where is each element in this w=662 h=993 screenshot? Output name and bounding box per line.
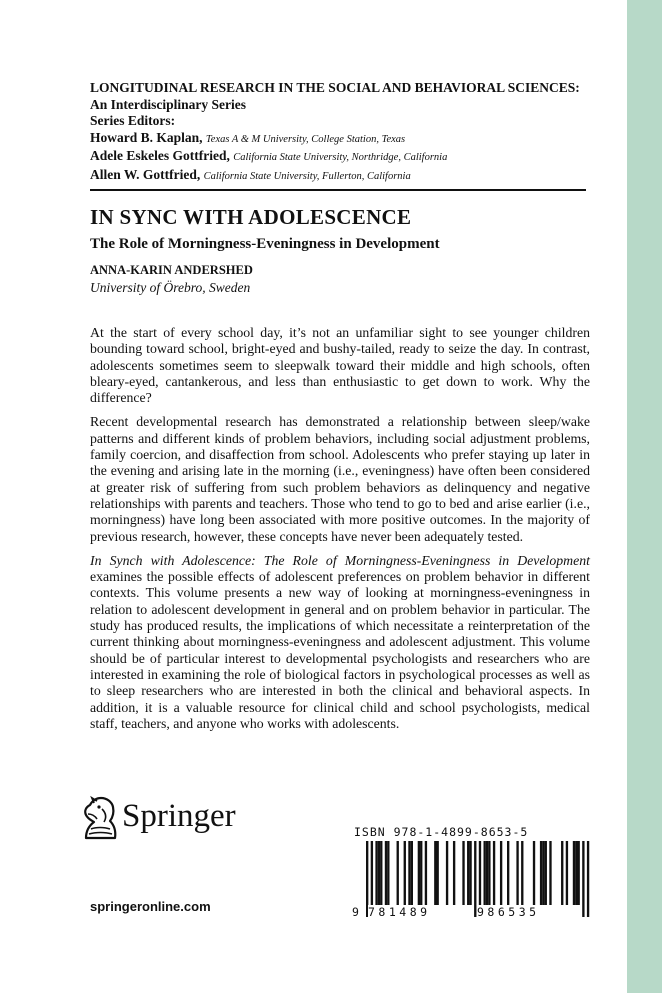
barcode-bar	[425, 841, 427, 905]
divider-rule	[90, 189, 586, 191]
barcode-bar	[516, 841, 518, 905]
series-info	[90, 80, 620, 185]
barcode-bar	[521, 841, 523, 905]
barcode-bar	[462, 841, 464, 905]
knight-chess-piece-icon	[80, 795, 120, 841]
editor-name: Howard B. Kaplan,	[90, 129, 203, 145]
author-affiliation: University of Örebro, Sweden	[90, 280, 251, 295]
barcode-bar	[575, 841, 577, 905]
barcode-bar	[507, 841, 509, 905]
editor-affiliation: Texas A & M University, College Station, Texas	[205, 133, 406, 145]
series-editors-label: Series Editors:	[90, 113, 176, 128]
blurb-paragraph-3	[90, 553, 590, 732]
barcode-bar	[561, 841, 563, 905]
barcode-bar	[375, 841, 377, 905]
barcode-bar	[486, 841, 488, 905]
blurb-paragraph-2: Recent developmental research has demonstrated a relationship between sleep/wake patterns and different kinds of problem behaviors, including social adjustment problems, family coercion, and disaffection from school. Adolescents who prefer staying up later in the evening and arising late in the morning (i.e., eveningness) have often been considered at greater risk of suffering from such problem behaviors as delinquency and negative relationships with parents and teachers. Those who tend to go to bed and arise earlier (i.e., morningness) have long been associated with more positive outcomes. In the majority of previous research, however, these concepts have never been adequately tested.	[90, 414, 590, 544]
spine-strip	[627, 0, 662, 993]
publisher-url[interactable]: springeronline.com	[90, 899, 211, 914]
barcode-bar	[437, 841, 439, 905]
barcode-bar	[469, 841, 471, 905]
series-editor	[90, 167, 620, 186]
barcode-digits-right: 986535	[477, 905, 540, 919]
barcode-bar	[549, 841, 551, 905]
barcode-bar	[545, 841, 547, 905]
barcode-bar	[542, 841, 544, 905]
barcode-bar	[380, 841, 382, 905]
blurb-paragraph-1: At the start of every school day, it’s not an unfamiliar sight to see younger children bounding toward school, bright-eyed and bushy-tailed, ready to seize the day. In contrast, adolescents sometimes seem to sleepwalk toward their middle and high schools, often bleary-eyed, cantankerous, and less than enthusiastic to get down to work. Why the difference?	[90, 325, 590, 406]
barcode-digits	[352, 905, 592, 921]
book-title: IN SYNC WITH ADOLESCENCE	[90, 205, 412, 229]
book-subtitle: The Role of Morningness-Eveningness in Development	[90, 236, 440, 252]
barcode-bar	[397, 841, 399, 905]
editor-name: Adele Eskeles Gottfried,	[90, 148, 230, 163]
barcode-bar	[533, 841, 535, 905]
barcode-bar	[387, 841, 389, 905]
barcode-bar	[453, 841, 455, 905]
series-title-line1: LONGITUDINAL RESEARCH IN THE SOCIAL AND BEHAVIORAL SCIENCES:	[90, 80, 580, 95]
barcode-bar	[420, 841, 422, 905]
series-editor	[90, 130, 620, 149]
series-editor	[90, 148, 620, 167]
barcode-bar	[566, 841, 568, 905]
publisher-name: Springer	[122, 798, 236, 834]
barcode-bar	[488, 841, 490, 905]
barcode-bar	[411, 841, 413, 905]
barcode-bar	[418, 841, 420, 905]
barcode-bar	[467, 841, 469, 905]
barcode-bar	[378, 841, 380, 905]
editor-affiliation: California State University, Fullerton, California	[203, 170, 411, 182]
blurb-paragraph-3-text: examines the possible effects of adolescent preferences on problem behavior in different contexts. This volume presents a new way of looking at morningness-eveningness in relation to adolescent development in general and on problem behavior in particular. The study has produced results, the implications of which necessitate a reinterpretation of the current thinking about morningness-eveningness and adolescent adjustment. This volume should be of particular interest to developmental psychologists and researchers who are interested in examining the role of biological factors in psychological processes as well as to sleep researchers who are interested in both the clinical and behavioral aspects. In addition, it is a valuable resource for clinical child and school psychologists, medical staff, teachers, and anyone who works with adolescents.	[90, 569, 590, 731]
blurb-book-title: In Synch with Adolescence: The Role of Morningness-Eveningness in Development	[90, 552, 590, 568]
blurb	[90, 325, 590, 740]
barcode-bar	[404, 841, 406, 905]
barcode-bar	[573, 841, 575, 905]
isbn-text: ISBN 978-1-4899-8653-5	[354, 825, 529, 839]
editor-affiliation: California State University, Northridge, California	[233, 152, 448, 163]
springer-logo	[80, 795, 260, 845]
barcode-bar	[408, 841, 410, 905]
barcode-bar	[500, 841, 502, 905]
barcode-digits-left: 781489	[368, 905, 431, 919]
barcode-bar	[540, 841, 542, 905]
book-author: ANNA-KARIN ANDERSHED	[90, 263, 253, 277]
barcode-bar	[484, 841, 486, 905]
barcode-bar	[446, 841, 448, 905]
editor-name: Allen W. Gottfried,	[90, 166, 201, 182]
series-title-line2: An Interdisciplinary Series	[90, 96, 247, 112]
barcode-bar	[493, 841, 495, 905]
barcode-digit-first: 9	[352, 905, 359, 919]
barcode-bar	[578, 841, 580, 905]
barcode-bar	[385, 841, 387, 905]
barcode-bar	[434, 841, 436, 905]
